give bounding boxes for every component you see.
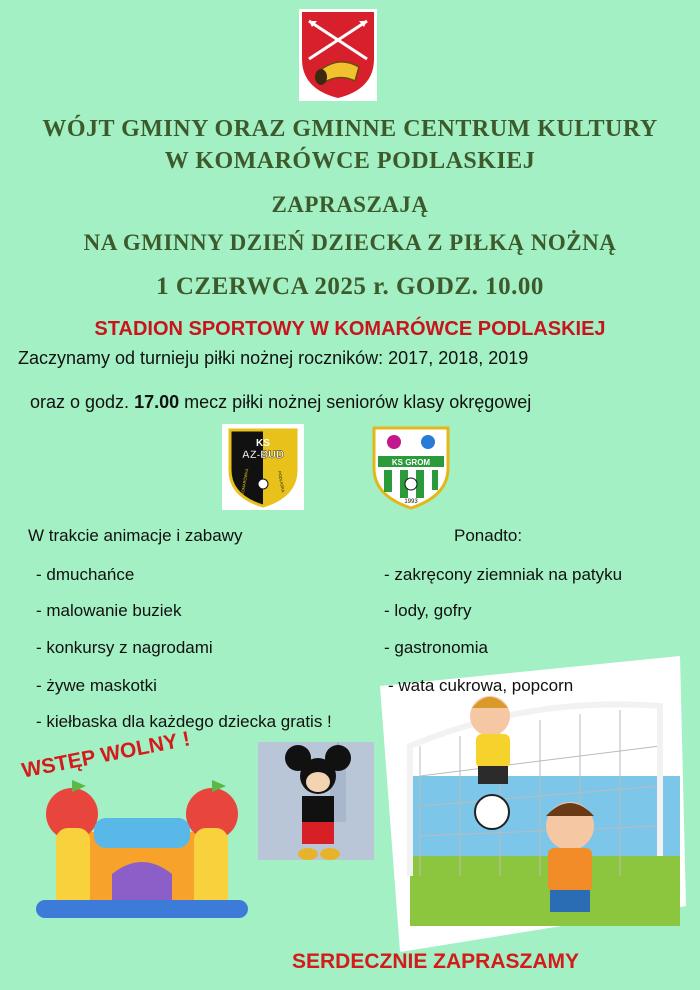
match-suffix: mecz piłki nożnej seniorów klasy okręgowej: [184, 392, 532, 412]
list-item: - wata cukrowa, popcorn: [388, 676, 574, 695]
title-line-1: WÓJT GMINY ORAZ GMINNE CENTRUM KULTURY: [42, 116, 658, 142]
match-prefix: oraz o godz.: [30, 392, 130, 412]
list-item: - dmuchańce: [36, 565, 135, 584]
club-logo-az-bud: [222, 424, 304, 510]
list-item: - żywe maskotki: [36, 676, 157, 695]
coat-of-arms: [299, 9, 377, 101]
club1-side-right: PODLASKA: [277, 470, 286, 493]
bouncy-castle-icon: [36, 772, 248, 922]
activities-heading: W trakcie animacje i zabawy: [28, 526, 243, 545]
venue: STADION SPORTOWY W KOMARÓWCE PODLASKIEJ: [94, 318, 606, 340]
mascot-icon: [258, 742, 374, 860]
list-item: - gastronomia: [384, 638, 488, 657]
list-item: - kiełbaska dla każdego dziecka gratis !: [36, 712, 332, 731]
club1-line2: AZ-BUD: [241, 449, 285, 461]
club2-name: KS GROM: [391, 458, 431, 467]
extras-heading: Ponadto:: [454, 526, 523, 545]
free-entry: WSTĘP WOLNY !: [20, 727, 192, 783]
title-line-3: ZAPRASZAJĄ: [271, 192, 429, 217]
shield-icon: [222, 424, 304, 510]
list-item: - konkursy z nagrodami: [36, 638, 213, 657]
event-date: 1 CZERWCA 2025 r. GODZ. 10.00: [156, 273, 544, 300]
club-logo-grom: [370, 424, 452, 510]
list-item: - zakręcony ziemniak na patyku: [384, 565, 623, 584]
title-line-2: W KOMARÓWCE PODLASKIEJ: [164, 148, 536, 174]
list-item: - lody, gofry: [384, 601, 472, 620]
club2-year: 1993: [404, 499, 418, 505]
coat-of-arms-icon: [299, 9, 377, 101]
tournament-info: Zaczynamy od turnieju piłki nożnej roczników: 2017, 2018, 2019: [18, 348, 529, 368]
soccer-kids-illustration: [380, 656, 686, 952]
shield-icon: [370, 424, 452, 510]
closing-invitation: SERDECZNIE ZAPRASZAMY: [292, 950, 580, 973]
mascot-illustration: [258, 742, 374, 860]
soccer-icon: [380, 656, 686, 952]
bouncy-castle-illustration: [36, 772, 248, 922]
list-item: - malowanie buziek: [36, 601, 182, 620]
match-info: [30, 392, 531, 413]
club1-side-left: KOMARÓWKA: [239, 468, 250, 496]
title-line-4: NA GMINNY DZIEŃ DZIECKA Z PIŁKĄ NOŻNĄ: [83, 230, 617, 255]
club1-line1: KS: [256, 438, 270, 449]
match-time: 17.00: [134, 392, 180, 412]
